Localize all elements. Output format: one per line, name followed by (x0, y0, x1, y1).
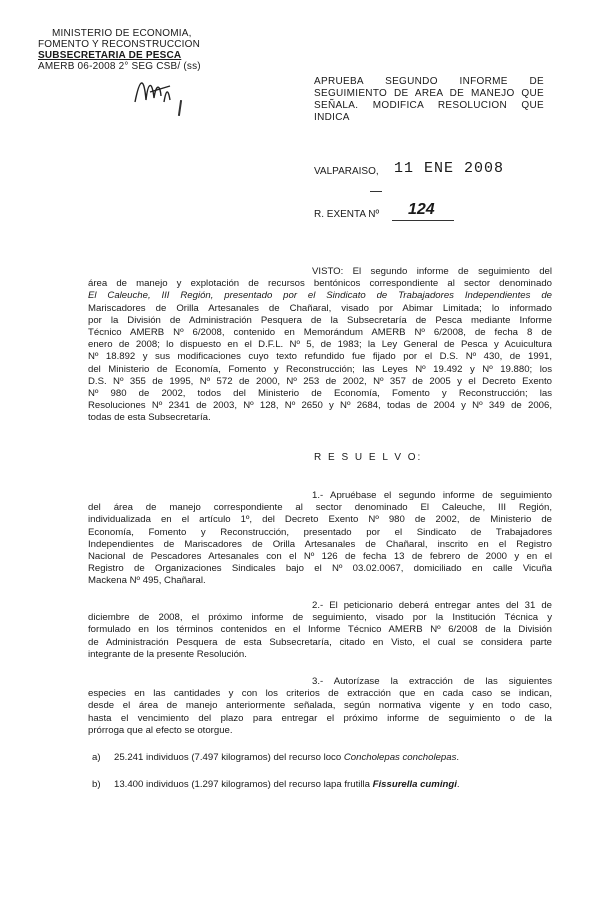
visto-line: Nº 980 de 2002, todos del Ministerio de Economía, Fomento y Reconstrucción; las (88, 388, 552, 400)
article-2-line: diciembre de 2008, el próximo informe de seguimiento, visado por la Institución Técnica y (88, 612, 552, 624)
visto-line: Técnico AMERB Nº 6/2008, contenido en Memorándum AMERB Nº 6/2008, de fecha 8 de (88, 327, 552, 339)
article-1-line: Registro de Organizaciones Sindicales bajo el Nº 03.02.0067, domiciliado en calle Vicuña (88, 563, 552, 575)
item-marker: a) (92, 752, 101, 763)
visto-line: Resoluciones Nº 2341 de 2003, Nº 128, Nº 2650 y Nº 2684, todas de 2004 y Nº 349 de 2006, (88, 400, 552, 412)
visto-line: todas de esta Subsecretaría. (88, 412, 211, 424)
ministry-line-3: SUBSECRETARIA DE PESCA (38, 50, 182, 61)
article-2-line: de Administración Pesquera de esta Subsecretaría, citado en Visto, el cual se considera parte (88, 636, 552, 648)
article-1-line: Independientes de Mariscadores de Orilla Artesanales de Chañaral, inscrito en el Registro (88, 538, 552, 550)
resolution-number: 124 (408, 201, 435, 218)
date-stamp: 11 ENE 2008 (394, 160, 505, 177)
place-date (314, 160, 554, 180)
article-3-line: especies en las cantidades y con los criterios de extracción que en cada caso se indican, (88, 688, 552, 700)
article-2 (88, 600, 552, 661)
item-end: . (456, 779, 460, 790)
extraction-item-b (92, 779, 552, 790)
article-1-line: del área de manejo correspondiente al sector denominado El Caleuche, III Región, (88, 502, 552, 514)
visto-line: enero de 2008; lo dispuesto en el D.F.L. Nº 5, de 1983; la Ley General de Pesca y Acuicultura (88, 339, 552, 351)
subject-line: SEGUIMIENTO DE AREA DE MANEJO QUE (314, 88, 544, 99)
article-1-line: Nacional de Pescadores Artesanales con el Nº 126 de fecha 13 de febrero de 2000 y en el (88, 551, 552, 563)
resolution-underline (392, 220, 454, 221)
article-2-line: formulado en los términos contenidos en el Informe Técnico AMERB Nº 6/2008 de la División (88, 624, 552, 636)
dash-mark (370, 191, 382, 192)
item-marker: b) (92, 779, 101, 790)
article-2-line: integrante de la presente Resolución. (88, 648, 247, 660)
visto-line: área de manejo y explotación de recursos bentónicos correspondiente al sector denominado (88, 278, 552, 290)
visto-line: por la División de Administración Pesquera de la Subsecretaría de Pesca mediante Informe (88, 314, 552, 326)
subject-line: INDICA (314, 112, 350, 123)
article-1-line: Economía, Fomento y Reconstrucción, presentado por el Sindicato de Trabajadores (88, 526, 552, 538)
resuelvo-heading: R E S U E L V O: (314, 452, 423, 463)
visto-paragraph (88, 266, 552, 425)
ministry-header (38, 28, 201, 72)
article-2-line: 2.- El peticionario deberá entregar antes del 31 de (312, 600, 552, 611)
visto-line: del Ministerio de Economía, Fomento y Reconstrucción; las Leyes Nº 19.492 y Nº 19.880; los (88, 363, 552, 375)
article-3-line: hasta el vencimiento del plazo para entregar el próximo informe de seguimiento o de la (88, 712, 552, 724)
visto-line: VISTO: El segundo informe de seguimiento del (312, 266, 552, 277)
article-1-line: Mackena Nº 495, Chañaral. (88, 575, 206, 587)
article-3-line: 3.- Autorízase la extracción de las siguientes (312, 676, 552, 687)
item-text: 25.241 individuos (7.497 kilogramos) del recurso loco (114, 752, 344, 763)
article-3-line: desde el área de manejo anteriormente señalada, según normativa vigente y en todo caso, (88, 700, 552, 712)
article-1-line: 1.- Apruébase el segundo informe de seguimiento (312, 490, 552, 501)
item-text: 13.400 individuos (1.297 kilogramos) del recurso lapa frutilla (114, 779, 373, 790)
visto-line: El Caleuche, III Región, presentado por el Sindicato de Trabajadores Independientes de (88, 290, 552, 302)
place-label: VALPARAISO, (314, 166, 379, 177)
item-species: Concholepas concholepas (343, 752, 457, 763)
visto-line: Mariscadores de Orilla Artesanales de Chañaral, visado por Abimar Limitada; lo informado (88, 302, 552, 314)
visto-line: D.S. Nº 355 de 1995, Nº 572 de 2000, Nº 253 de 2002, Nº 357 de 2005 y el Decreto Exento (88, 375, 552, 387)
item-end: . (456, 752, 460, 763)
visto-line: Nº 18.892 y sus modificaciones cuyo texto refundido fue fijado por el D.S. Nº 430, de 1991, (88, 351, 552, 363)
ministry-line-2: FOMENTO Y RECONSTRUCCION (38, 39, 201, 50)
item-species: Fissurella cumingi (372, 779, 457, 790)
article-3 (88, 676, 552, 737)
resolution-number-row (314, 203, 514, 223)
reference-code: AMERB 06-2008 2° SEG CSB/ (ss) (38, 61, 201, 72)
subject-line: SEÑALA. MODIFICA RESOLUCION QUE (314, 100, 544, 111)
initials-signature (130, 72, 190, 117)
article-1-line: individualizada en el artículo 1º, del Decreto Exento Nº 980 de 2002, de Ministerio de (88, 514, 552, 526)
ministry-line-1: MINISTERIO DE ECONOMIA, (52, 28, 192, 39)
resolution-subject (314, 76, 544, 124)
resolution-label: R. EXENTA Nº (314, 209, 380, 220)
extraction-item-a (92, 752, 552, 763)
article-1 (88, 490, 552, 588)
article-3-line: prórroga que al efecto se otorgue. (88, 724, 233, 736)
subject-line: APRUEBA SEGUNDO INFORME DE (314, 76, 544, 87)
